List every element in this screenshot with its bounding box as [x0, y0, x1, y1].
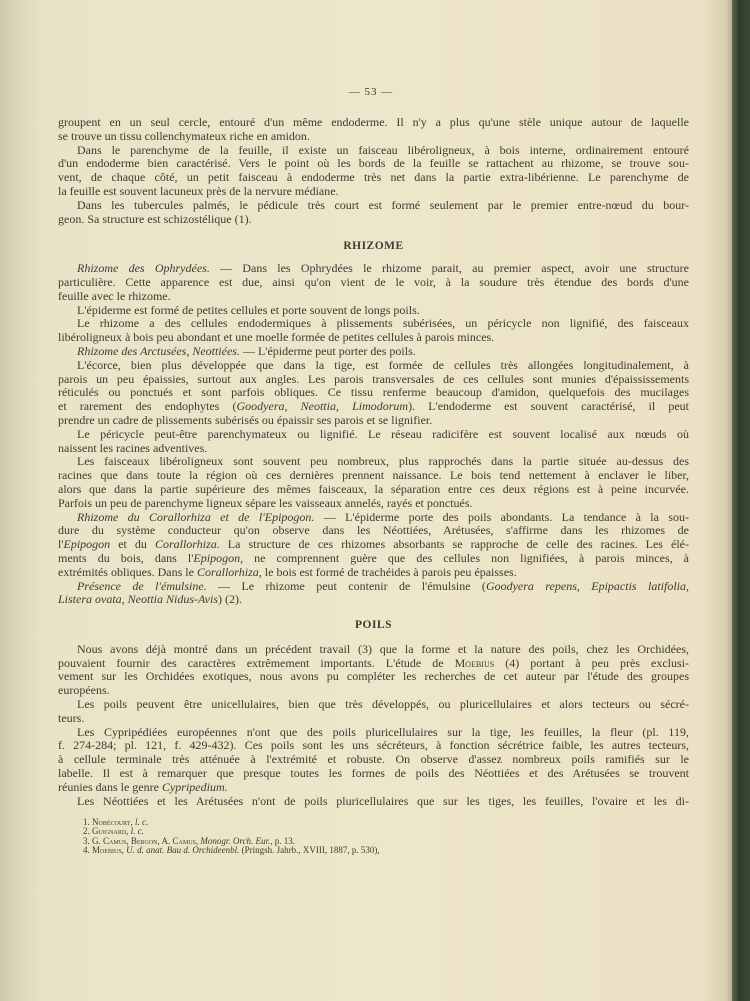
text-run: — Le rhizome peut contenir de l'émulsine ( [206, 578, 486, 593]
text-line [58, 483, 689, 497]
text-run: européens. [58, 683, 110, 698]
paragraph [58, 455, 689, 510]
text-run: , A. [157, 835, 173, 846]
text-run: Le péricycle peut-être parenchymateux ou lignifié. Le réseau radicifère est souvent localisé aux nœuds où [77, 426, 689, 441]
text-line [58, 767, 689, 781]
text-run: 3. G. [83, 835, 103, 846]
text-line [58, 538, 689, 552]
text-run: 2. [83, 826, 92, 837]
text-line [58, 593, 689, 607]
text-run: prendre un cadre de plissements subérisés ou épaissir ses parois et se lignifier. [58, 412, 433, 427]
paragraph [58, 428, 689, 456]
text-line [58, 511, 689, 525]
text-line [58, 262, 689, 276]
italic-text: Corallorhiza, [196, 564, 262, 579]
text-run: vent, de chaque côté, un petit faisceau à endoderme très net dans la partie extra-libérienne. Le parenchyme de [58, 170, 689, 185]
text-line [58, 317, 689, 331]
italic-text: Présence de l'émulsine. [77, 578, 207, 593]
text-run: racines que dans toute la région où ces dernières prennent naissance. Le bois tend nettement à enclaver le liber, [58, 468, 689, 483]
text-run: 1. [83, 817, 92, 827]
italic-text: Rhizome du Corallorhiza et de l'Epipogon. [77, 509, 315, 524]
text-run: parois un peu épaissies, surtout aux angles. Les parois transversales de ces cellules sont munies d'épaississements [58, 371, 689, 386]
text-line [58, 580, 689, 594]
paragraph [58, 317, 689, 345]
text-line [58, 684, 689, 698]
text-line [58, 276, 689, 290]
text-run: la feuille est souvent lacuneux près de la nervure médiane. [58, 183, 339, 198]
paragraph [58, 116, 689, 144]
text-run: pouvaient fournir des caractères extrêmement importants. L'étude de [58, 655, 455, 670]
paragraph [58, 643, 689, 698]
text-run: L'épiderme est formé de petites cellules et porte souvent de longs poils. [77, 302, 420, 317]
paragraph [58, 698, 689, 726]
italic-text: Cypripedium. [161, 779, 228, 794]
text-line [58, 739, 689, 753]
text-line [58, 524, 689, 538]
paragraph [58, 345, 689, 359]
text-line [58, 566, 689, 580]
small-caps-name: Camus, Bergon [103, 835, 158, 846]
text-line [58, 116, 689, 130]
text-line [58, 290, 689, 304]
text-line [58, 185, 689, 199]
text-run: (4) portant à peu près exclusi- [494, 655, 689, 670]
section-heading-poils: POILS [354, 619, 392, 632]
text-line [58, 414, 689, 428]
text-run: f. 274-284; pl. 121, f. 429-432). Ces poils sont les uns sécréteurs, à fonction sécrétrice faible, les autres tecteurs, [58, 738, 689, 753]
italic-text: Corallorhiza. [154, 537, 220, 552]
text-line [58, 213, 689, 227]
text-run: réunies dans le genre [58, 779, 162, 794]
italic-text: Rhizome des Ophrydées. [77, 261, 210, 276]
small-caps-name: Camus [172, 835, 196, 846]
text-run: Dans le parenchyme de la feuille, il existe un faisceau libéroligneux, à bois interne, ordinairement entouré [77, 142, 689, 157]
text-line [58, 130, 689, 144]
text-run: l' [58, 537, 64, 552]
paragraph [58, 511, 689, 580]
text-run: Dans les tubercules palmés, le pédicule très court est formé seulement par le premier entre-nœud du bour- [77, 197, 689, 212]
text-run: à cellule terminale très atténuée à l'extrémité et robuste. On observe d'assez nombreux poils ramifiés sur le [58, 752, 689, 767]
section-heading-rhizome: RHIZOME [343, 240, 404, 253]
text-run: libéroligneux à bois peu abondant et une moelle formée de petites cellules à parois minces. [58, 330, 495, 345]
italic-text: U. d. anat. Bau d. Orchideenbl. [126, 845, 240, 856]
paragraph [58, 262, 689, 303]
text-run: alors que dans la partie supérieure des mêmes faisceaux, la séparation entre ces deux régions est à peine incurvée. [58, 481, 689, 496]
text-run: le bois est formé de trachéides à parois peu épaisses. [261, 564, 517, 579]
text-run: d'un endoderme bien caractérisé. Vers le point où les bords de la feuille se rattachent au rhizome, se trouve sou- [58, 156, 689, 171]
text-run: , [195, 835, 201, 846]
italic-text: Listera ovata, Neottia Nidus-Avis [58, 592, 219, 607]
text-line [58, 753, 689, 767]
text-run: — L'épiderme porte des poils abondants. La tendance à la sou- [314, 509, 689, 524]
text-run: Les poils peuvent être unicellulaires, bien que très développés, ou pluricellulaires et alors tecteurs ou sécré- [77, 697, 689, 712]
text-run: groupent en un seul cercle, entouré d'un même endoderme. Il n'y a plus qu'une stèle unique autour de laquelle [58, 115, 689, 129]
small-caps-name: Moebius [92, 845, 122, 856]
italic-text: Rhizome des Arctusées, Neottiées. [77, 343, 240, 358]
text-run: Parfois un peu de parenchyme ligneux sépare les vaisseaux annelés, rayés et ponctués. [58, 495, 473, 510]
text-line [58, 144, 689, 158]
italic-text: Epipogon [63, 537, 111, 552]
text-line [58, 552, 689, 566]
italic-text: Monogr. Orch. Eur. [200, 835, 271, 846]
italic-text: Goodyera, Neottia, Limodorum [236, 399, 409, 414]
book-cover-edge [732, 0, 750, 1001]
text-run: feuille avec le rhizome. [58, 288, 171, 303]
paragraph [58, 726, 689, 795]
italic-text: l. c. [134, 817, 149, 827]
text-run: dure du système conducteur qu'on observe dans les Néottiées, Arétusées, s'affirme dans les rhizomes de [58, 523, 689, 538]
text-run: — Dans les Ophrydées le rhizome parait, au premier aspect, avoir une structure [209, 261, 690, 276]
text-run: (Pringsh. Jahrb., XVIII, 1887, p. 530), [239, 845, 380, 856]
paragraph [58, 304, 689, 318]
text-line [58, 199, 689, 213]
text-run: , [121, 845, 127, 856]
text-run: Les Néottiées et les Arétusées n'ont de poils pluricellulaires que sur les tiges, les feuilles, l'ovaire et les di- [77, 793, 689, 808]
footnotes [83, 818, 380, 856]
text-line [58, 157, 689, 171]
text-line [58, 428, 689, 442]
text-run: Les Cypripédiées européennes n'ont que des poils pluricellulaires sur la tige, les feuilles, la fleur (pl. 119, [77, 724, 689, 739]
italic-text: Goodyera repens, Epipactis latifolia, [485, 578, 689, 593]
paragraph [58, 359, 689, 428]
text-run: Les faisceaux libéroligneux sont souvent peu nombreux, plus rapprochés dans la partie située au-dessus des [77, 454, 689, 469]
italic-text: l. c. [130, 826, 144, 837]
text-run: réticulés ou ponctués et sont parfois obliques. Ce tissu renferme beaucoup d'amidon, quelquefois des mucilages [58, 385, 689, 400]
body-text [58, 116, 689, 808]
text-line [58, 331, 689, 345]
text-line [58, 359, 689, 373]
text-line [58, 304, 689, 318]
paragraph [58, 795, 689, 809]
text-run: , p. 13. [270, 835, 296, 846]
text-run: labelle. Il est à remarquer que presque toutes les formes de poils des Néottiées et des Arétusées se trouvent [58, 766, 689, 781]
text-run: Nous avons déjà montré dans un précédent travail (3) que la forme et la nature des poils, chez les Orchidées, [77, 641, 689, 656]
text-run: — L'épiderme peut porter des poils. [239, 343, 416, 358]
text-run: geon. Sa structure est schizostélique (1). [58, 211, 252, 226]
text-line [58, 781, 689, 795]
text-run: et du [110, 537, 155, 552]
text-line [58, 670, 689, 684]
text-line [58, 442, 689, 456]
text-run: , [130, 817, 135, 827]
text-line [58, 497, 689, 511]
text-run: , ne comprennent guère que des cellules non lignifiées, à parois minces, à [240, 550, 689, 565]
text-run: naissent les racines adventives. [58, 440, 208, 455]
text-line [58, 726, 689, 740]
text-line [58, 386, 689, 400]
text-run: extrémités obliques. Dans le [58, 564, 197, 579]
text-run: Le rhizome a des cellules endodermiques à plissements subérisées, un péricycle non lignifié, des faisceaux [77, 316, 689, 331]
text-line [58, 469, 689, 483]
text-line [58, 455, 689, 469]
text-run: L'écorce, bien plus développée que dans la tige, est formée de cellules très allongées longitudinalement, à [77, 357, 689, 372]
text-line [58, 643, 689, 657]
text-line [58, 712, 689, 726]
footnote [83, 846, 380, 855]
paragraph [58, 144, 689, 199]
text-run: et rarement des endophytes ( [58, 399, 237, 414]
text-run: se trouve un tissu collenchymateux riche en amidon. [58, 128, 310, 143]
text-line [58, 400, 689, 414]
italic-text: Epipogon [193, 550, 241, 565]
text-line [58, 345, 689, 359]
text-line [58, 373, 689, 387]
text-run: , [126, 826, 131, 837]
text-run: vement sur les Orchidées exotiques, nous avons pu compléter les recherches de cet auteur par l'étude des groupes [58, 669, 689, 684]
small-caps-name: Moebius [454, 655, 495, 670]
text-run: particulière. Cette apparence est due, ainsi qu'on vient de le voir, à la soudure très étendue des bords d'une [58, 274, 689, 289]
text-line [58, 795, 689, 809]
text-run: ). L'endoderme est souvent caractérisé, il peut [408, 399, 689, 414]
text-run: teurs. [58, 710, 85, 725]
page-number: — 53 — [348, 86, 394, 98]
text-run: La structure de ces rhizomes absorbants se rapproche de celle des racines. Les élé- [219, 537, 689, 552]
text-line [58, 171, 689, 185]
paragraph [58, 580, 689, 608]
text-run: 4. [83, 845, 92, 856]
small-caps-name: Guignard [92, 826, 127, 837]
text-run: ments du bois, dans l' [58, 550, 194, 565]
text-line [58, 657, 689, 671]
text-line [58, 698, 689, 712]
paragraph [58, 199, 689, 227]
text-run: ) (2). [218, 592, 243, 607]
small-caps-name: Nobécourt [92, 817, 131, 827]
